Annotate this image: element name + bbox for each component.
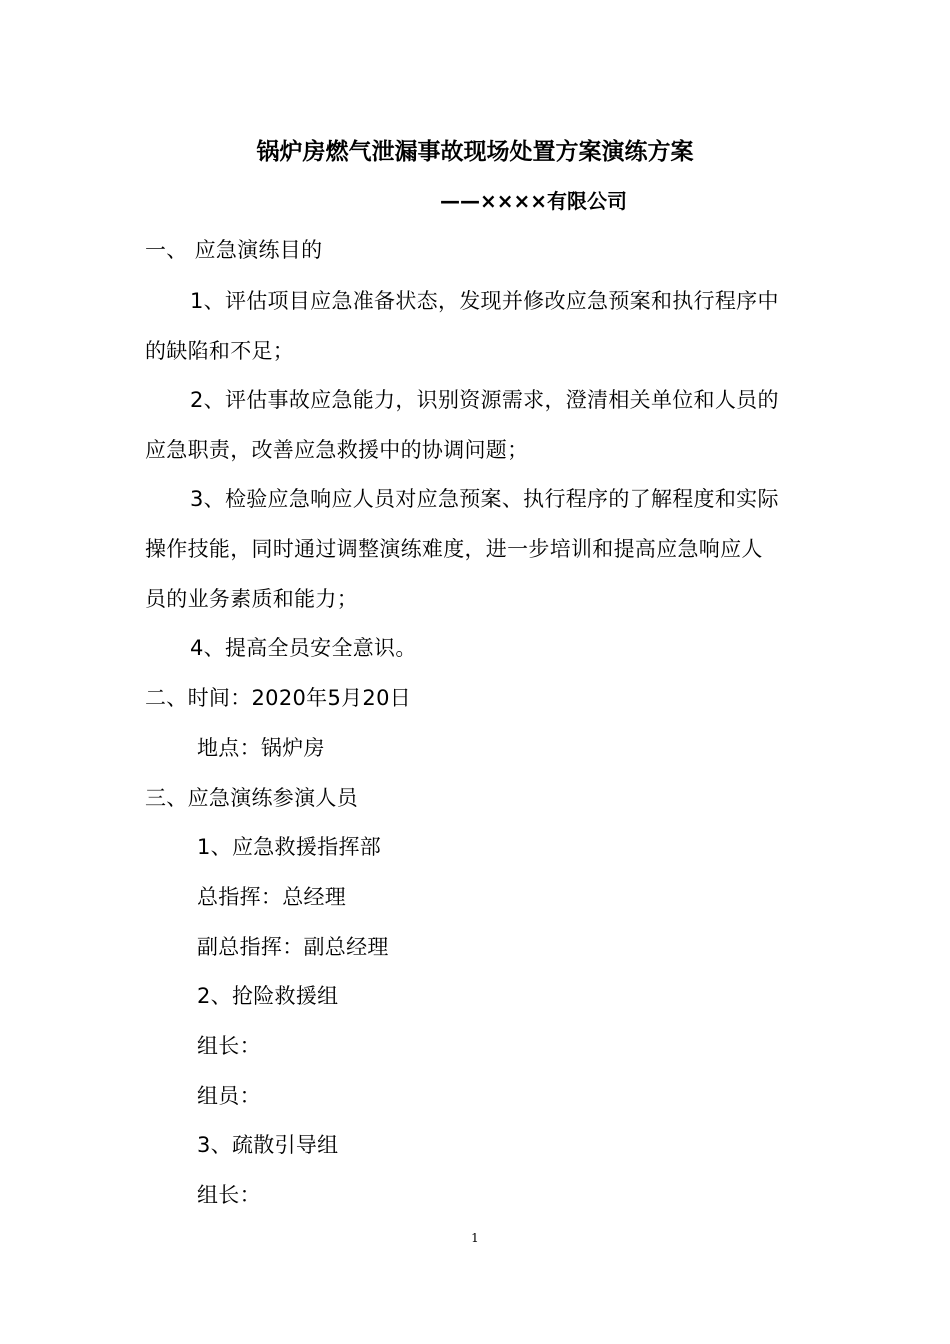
section-heading-participants: 三、应急演练参演人员 [145,786,358,810]
purpose-item-4: 4、提高全员安全意识。 [190,636,417,660]
document-title: 锅炉房燃气泄漏事故现场处置方案演练方案 [256,139,694,165]
purpose-item-3-line-3: 员的业务素质和能力； [145,587,358,611]
group-heading-rescue: 2、抢险救援组 [197,984,339,1008]
section-time: 二、时间：2020年5月20日 [145,686,412,710]
rescue-group-leader: 组长： [197,1034,261,1058]
section-heading-purpose: 一、 应急演练目的 [145,238,323,262]
group-heading-command: 1、应急救援指挥部 [197,835,382,859]
page-number: 1 [471,1231,479,1245]
purpose-item-3-line-2: 操作技能，同时通过调整演练难度，进一步培训和提高应急响应人 [145,537,763,561]
evacuation-group-leader: 组长： [197,1183,261,1207]
deputy-commander-line: 副总指挥：副总经理 [197,935,389,959]
purpose-item-1-line-2: 的缺陷和不足； [145,339,295,363]
group-heading-evacuation: 3、疏散引导组 [197,1133,339,1157]
rescue-group-members: 组员： [197,1084,261,1108]
purpose-item-1-line-1: 1、评估项目应急准备状态，发现并修改应急预案和执行程序中 [190,289,779,313]
purpose-item-2-line-1: 2、评估事故应急能力，识别资源需求，澄清相关单位和人员的 [190,388,779,412]
purpose-item-3-line-1: 3、检验应急响应人员对应急预案、执行程序的了解程度和实际 [190,487,779,511]
drill-location: 地点：锅炉房 [197,736,325,760]
purpose-item-2-line-2: 应急职责，改善应急救援中的协调问题； [145,438,529,462]
commander-line: 总指挥：总经理 [197,885,347,909]
document-subtitle: ——××××有限公司 [440,189,628,213]
